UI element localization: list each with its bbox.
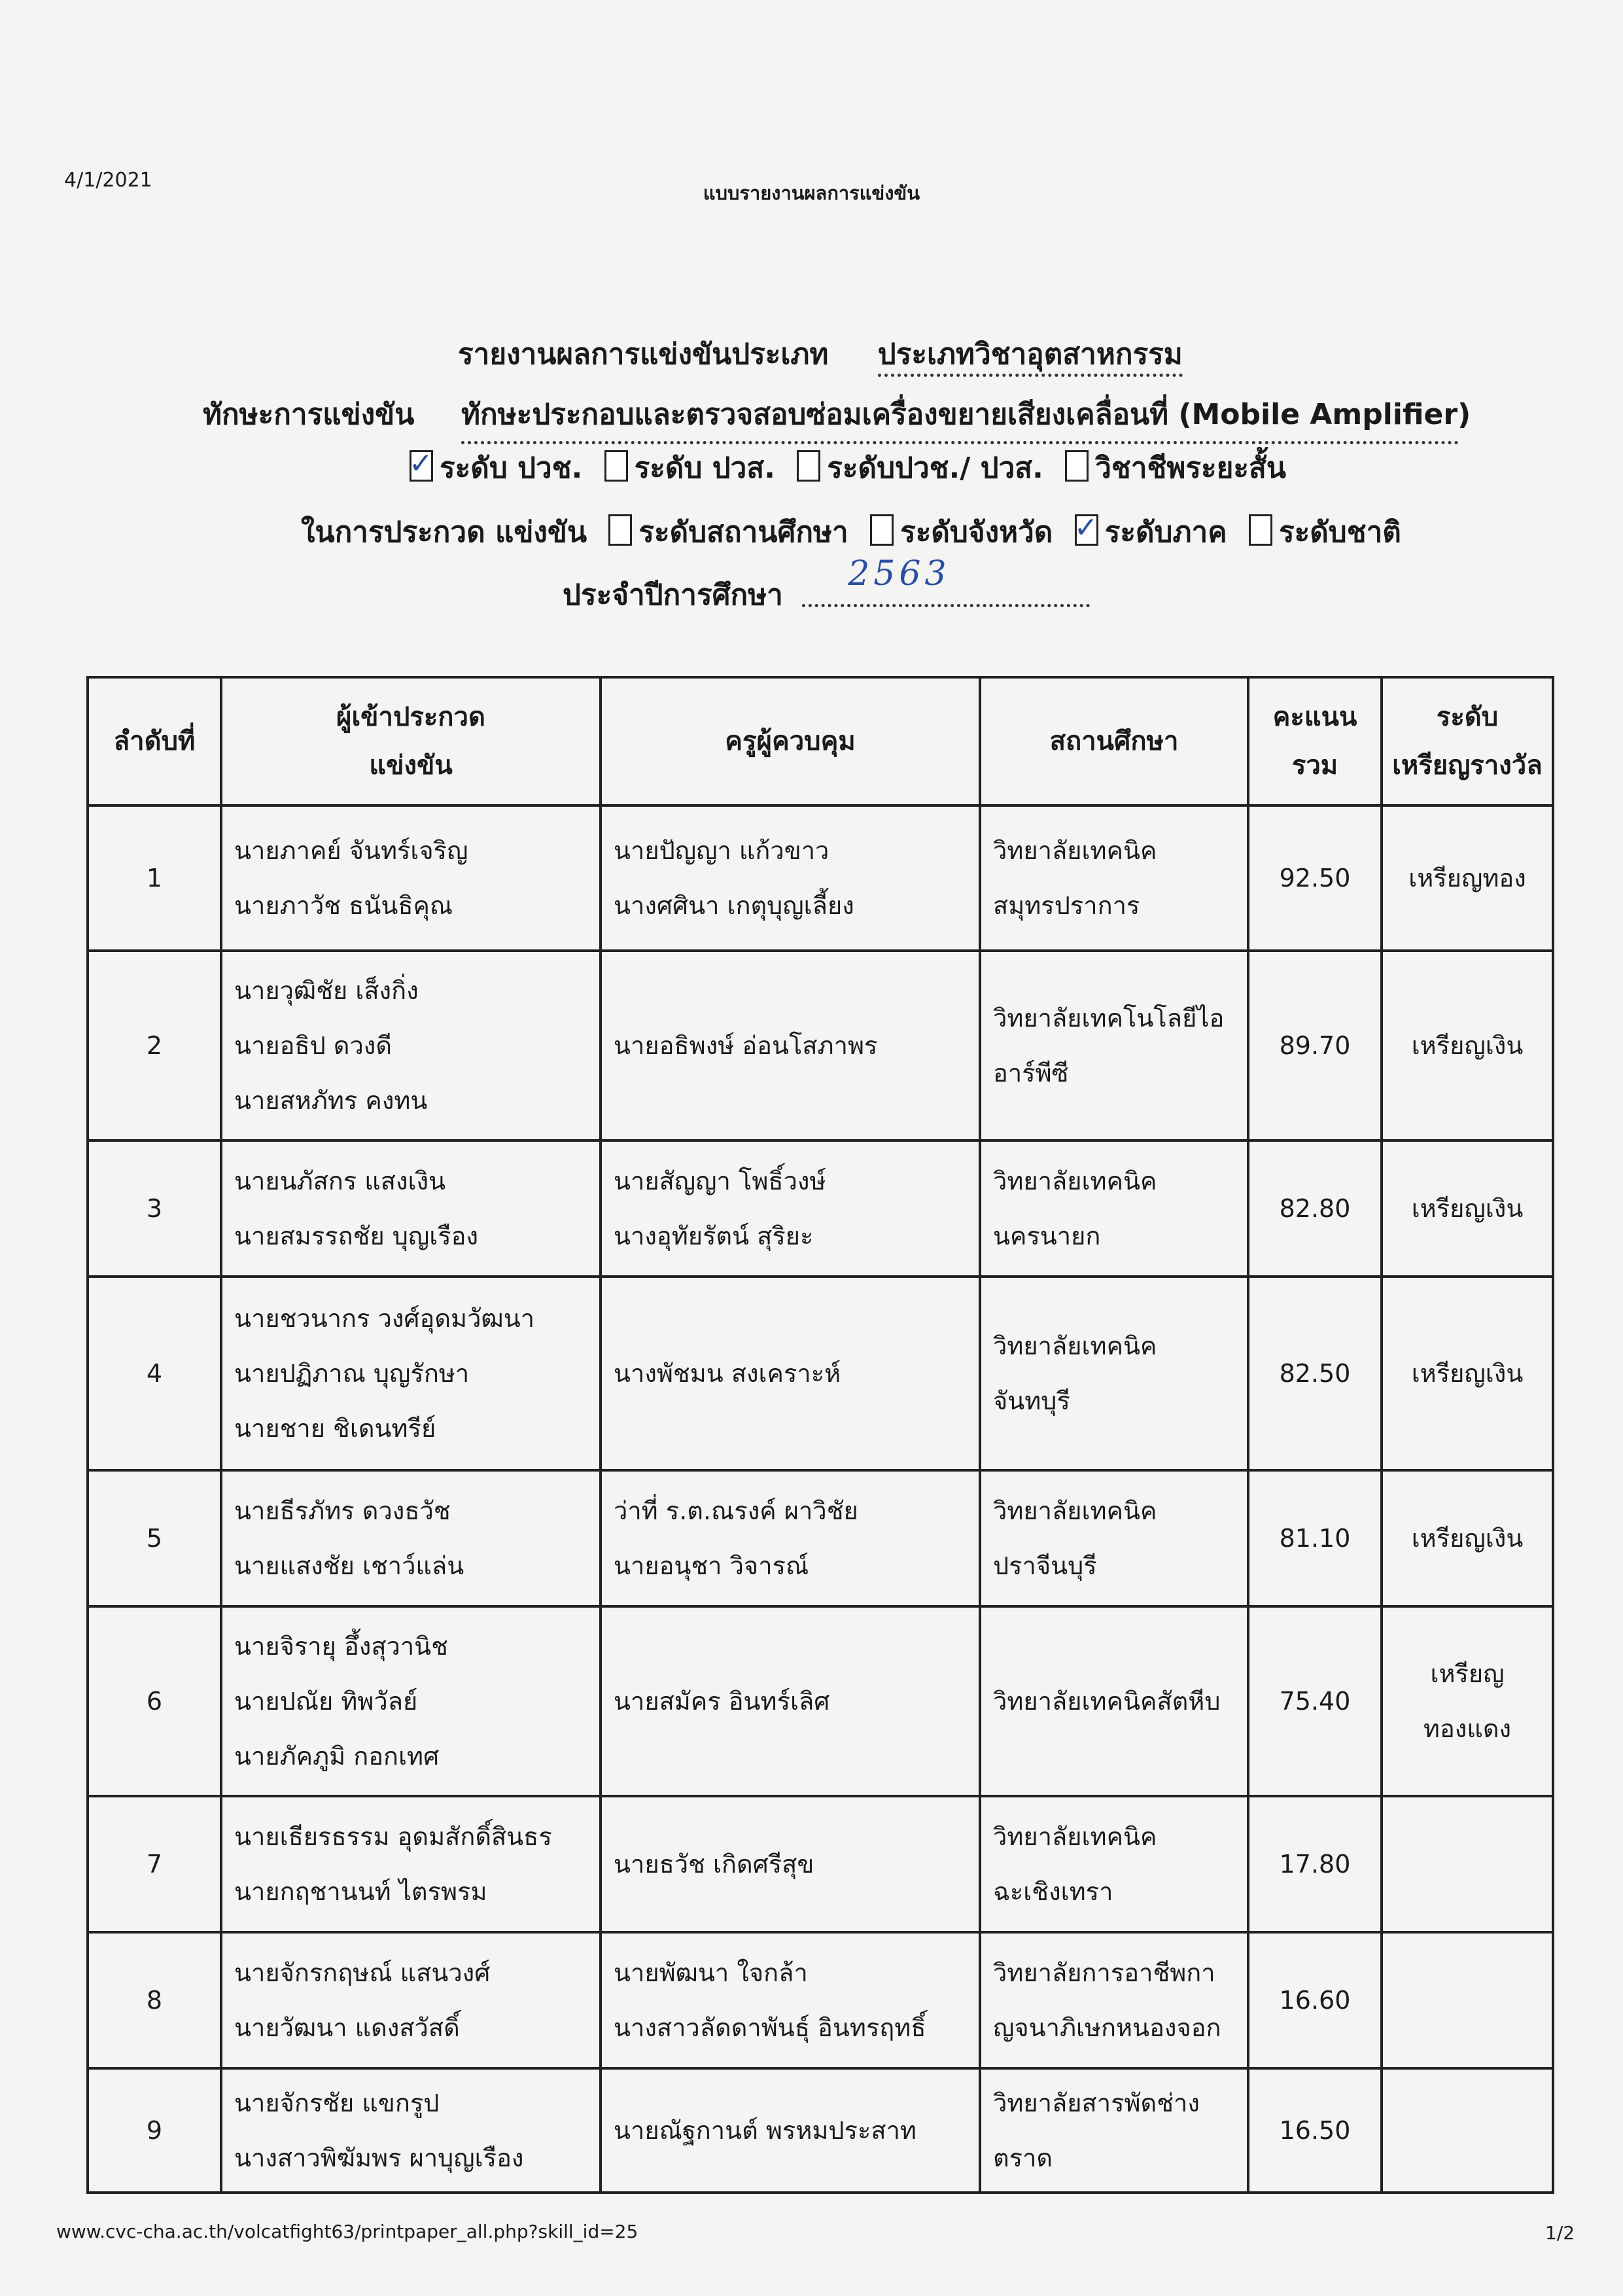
cell-competitors-line: นายชาย ชิเดนทรีย์ [234, 1414, 436, 1443]
cell-competitors [221, 1140, 601, 1277]
cell-no: 3 [88, 1140, 221, 1277]
cell-teachers [601, 1140, 980, 1277]
header-medal-line1: ระดับ [1436, 702, 1499, 732]
competition-region-checkbox[interactable] [1075, 514, 1098, 546]
academic-year-label: ประจำปีการศึกษา [563, 578, 783, 612]
cell-no: 5 [88, 1470, 221, 1606]
competition-level-options [301, 509, 1401, 555]
cell-score: 82.50 [1248, 1277, 1382, 1470]
cell-teachers-line: นายณัฐกานต์ พรหมประสาท [614, 2116, 916, 2145]
cell-competitors-line: นายจักรกฤษณ์ แสนวงศ์ [234, 1958, 491, 1987]
cell-teachers [601, 1932, 980, 2068]
cell-school [980, 805, 1248, 951]
table-row [88, 1932, 1553, 2068]
cell-medal-line: เหรียญเงิน [1411, 1194, 1524, 1223]
cell-school [980, 1932, 1248, 2068]
cell-medal [1382, 2068, 1553, 2193]
cell-competitors-line: นายนภัสกร แสงเงิน [234, 1167, 446, 1195]
cell-medal-line: เหรียญเงิน [1411, 1524, 1524, 1553]
competition-province-checkbox[interactable] [870, 514, 894, 546]
cell-score: 82.80 [1248, 1140, 1382, 1277]
level-pvs-label: ระดับ ปวส. [634, 451, 775, 485]
print-date: 4/1/2021 [64, 169, 152, 192]
cell-competitors-line: นายวุฒิชัย เส็งกิ่ง [234, 976, 419, 1005]
table-row [88, 1140, 1553, 1277]
level-both-checkbox[interactable] [797, 450, 820, 482]
table-header-row [88, 677, 1553, 805]
skill-label: ทักษะการแข่งขัน [203, 398, 415, 431]
cell-school-line: วิทยาลัยเทคนิค [993, 1496, 1157, 1525]
level-both-label: ระดับปวช./ ปวส. [827, 451, 1043, 485]
report-type-line [458, 331, 1183, 377]
cell-competitors-line: นายปณัย ทิพวัลย์ [234, 1687, 418, 1716]
cell-competitors-line: นางสาวพิฆัมพร ผาบุญเรือง [234, 2144, 524, 2172]
cell-teachers-line: นายธวัช เกิดศรีสุข [614, 1850, 814, 1879]
cell-teachers-line: นางอุทัยรัตน์ สุริยะ [614, 1222, 814, 1250]
table-row [88, 1470, 1553, 1606]
report-type-label: รายงานผลการแข่งขันประเภท [458, 338, 829, 371]
cell-medal [1382, 1277, 1553, 1470]
header-score-line2: รวม [1291, 751, 1338, 781]
header-school: สถานศึกษา [980, 677, 1248, 805]
cell-competitors [221, 1277, 601, 1470]
cell-competitors [221, 1606, 601, 1796]
cell-competitors-line: นายภัคภูมิ กอกเทศ [234, 1742, 440, 1771]
table-row [88, 1277, 1553, 1470]
cell-medal [1382, 1606, 1553, 1796]
competition-region-label: ระดับภาค [1104, 516, 1227, 549]
table-row [88, 1796, 1553, 1932]
cell-teachers [601, 1470, 980, 1606]
cell-school-line: สมุทรปราการ [993, 891, 1140, 920]
header-competitors [221, 677, 601, 805]
cell-teachers-line: นายอธิพงษ์ อ่อนโสภาพร [614, 1031, 878, 1060]
cell-no: 6 [88, 1606, 221, 1796]
cell-teachers [601, 1606, 980, 1796]
cell-teachers [601, 1277, 980, 1470]
competition-school-label: ระดับสถานศึกษา [638, 516, 848, 549]
cell-score: 75.40 [1248, 1606, 1382, 1796]
skill-line [203, 391, 1471, 437]
header-teachers: ครูผู้ควบคุม [601, 677, 980, 805]
level-pvc-label: ระดับ ปวช. [440, 451, 583, 485]
cell-teachers-line: นางพัชมน สงเคราะห์ [614, 1359, 841, 1388]
cell-no: 7 [88, 1796, 221, 1932]
cell-competitors-line: นายจิรายุ อึ้งสุวานิช [234, 1632, 448, 1661]
cell-competitors-line: นายจักรชัย แขกรูป [234, 2089, 440, 2117]
cell-teachers-line: นายสมัคร อินทร์เลิศ [614, 1687, 830, 1716]
cell-teachers [601, 805, 980, 951]
cell-competitors-line: นายวัฒนา แดงสวัสดิ์ [234, 2013, 460, 2042]
competition-national-checkbox[interactable] [1249, 514, 1272, 546]
cell-teachers-line: ว่าที่ ร.ต.ณรงค์ ผาวิชัย [614, 1496, 858, 1525]
cell-teachers [601, 1796, 980, 1932]
cell-school-line: ปราจีนบุรี [993, 1551, 1097, 1580]
cell-medal-line: เหรียญเงิน [1411, 1031, 1524, 1060]
academic-year-value: 2563 [848, 554, 951, 593]
cell-competitors [221, 2068, 601, 2193]
cell-medal-line: เหรียญเงิน [1411, 1359, 1524, 1388]
cell-medal [1382, 951, 1553, 1140]
cell-competitors-line: นายสหภัทร คงทน [234, 1086, 428, 1115]
cell-school-line: วิทยาลัยสารพัดช่าง [993, 2089, 1200, 2117]
cell-no: 9 [88, 2068, 221, 2193]
cell-school [980, 1470, 1248, 1606]
cell-score: 16.60 [1248, 1932, 1382, 2068]
competition-province-label: ระดับจังหวัด [900, 516, 1053, 549]
competition-label: ในการประกวด แข่งขัน [301, 516, 587, 549]
cell-teachers [601, 2068, 980, 2193]
cell-medal [1382, 805, 1553, 951]
cell-competitors [221, 805, 601, 951]
cell-no: 8 [88, 1932, 221, 2068]
academic-year-line [563, 554, 1090, 618]
cell-teachers-line: นางสาวลัดดาพันธุ์ อินทรฤทธิ์ [614, 2013, 926, 2042]
header-medal-line2: เหรียญรางวัล [1392, 751, 1543, 781]
skill-value: ทักษะประกอบและตรวจสอบซ่อมเครื่องขยายเสียงเคลื่อนที่ (Mobile Amplifier) [461, 391, 1459, 444]
level-pvs-checkbox[interactable] [604, 450, 628, 482]
cell-score: 17.80 [1248, 1796, 1382, 1932]
level-pvc-checkbox[interactable] [410, 450, 433, 482]
table-row [88, 1606, 1553, 1796]
results-table [86, 676, 1554, 2194]
cell-school-line: วิทยาลัยการอาชีพกา [993, 1958, 1215, 1987]
competition-national-label: ระดับชาติ [1278, 516, 1401, 549]
cell-competitors [221, 1796, 601, 1932]
cell-school [980, 951, 1248, 1140]
cell-score: 16.50 [1248, 2068, 1382, 2193]
cell-school-line: จันทบุรี [993, 1386, 1070, 1415]
cell-medal [1382, 1140, 1553, 1277]
cell-school-line: วิทยาลัยเทคนิค [993, 836, 1157, 865]
cell-school-line: นครนายก [993, 1222, 1101, 1250]
header-medal [1382, 677, 1553, 805]
academic-year-field [802, 554, 1090, 607]
form-title: แบบรายงานผลการแข่งขัน [703, 182, 920, 204]
cell-competitors-line: นายภาคย์ จันทร์เจริญ [234, 836, 468, 865]
level-short-course-checkbox[interactable] [1065, 450, 1089, 482]
cell-competitors-line: นายภาวัช ธนันธิคุณ [234, 891, 453, 920]
cell-school-line: วิทยาลัยเทคโนโลยีไอ [993, 1004, 1225, 1033]
cell-school-line: วิทยาลัยเทคนิคสัตหีบ [993, 1687, 1221, 1716]
cell-school-line: ญจนาภิเษกหนองจอก [993, 2013, 1221, 2042]
cell-score: 92.50 [1248, 805, 1382, 951]
report-type-value: ประเภทวิชาอุตสาหกรรม [878, 338, 1183, 377]
cell-competitors [221, 1932, 601, 2068]
cell-score: 89.70 [1248, 951, 1382, 1140]
header-score-line1: คะแนน [1272, 702, 1357, 732]
cell-medal [1382, 1796, 1553, 1932]
cell-teachers-line: นายปัญญา แก้วขาว [614, 836, 829, 865]
cell-no: 2 [88, 951, 221, 1140]
cell-competitors [221, 951, 601, 1140]
cell-school-line: วิทยาลัยเทคนิค [993, 1822, 1157, 1851]
cell-competitors-line: นายเธียรธรรม อุดมสักดิ์สินธร [234, 1822, 552, 1851]
cell-competitors-line: นายสมรรถชัย บุญเรือง [234, 1222, 479, 1250]
cell-competitors-line: นายปฏิภาณ บุญรักษา [234, 1359, 470, 1388]
cell-medal [1382, 1470, 1553, 1606]
cell-school-line: ฉะเชิงเทรา [993, 1877, 1113, 1906]
cell-school-line: วิทยาลัยเทคนิค [993, 1332, 1157, 1360]
header-competitors-line2: แข่งขัน [369, 751, 453, 781]
cell-teachers [601, 951, 980, 1140]
cell-school-line: ตราด [993, 2144, 1053, 2172]
table-row [88, 2068, 1553, 2193]
header-score [1248, 677, 1382, 805]
cell-school [980, 1277, 1248, 1470]
cell-competitors-line: นายอธิป ดวงดี [234, 1031, 393, 1060]
cell-competitors-line: นายชวนากร วงศ์อุดมวัฒนา [234, 1304, 535, 1333]
cell-school [980, 2068, 1248, 2193]
level-short-course-label: วิชาชีพระยะสั้น [1095, 451, 1286, 485]
cell-competitors-line: นายกฤชานนท์ ไตรพรม [234, 1877, 487, 1906]
table-row [88, 951, 1553, 1140]
cell-teachers-line: นายสัญญา โพธิ์วงษ์ [614, 1167, 826, 1195]
cell-school-line: วิทยาลัยเทคนิค [993, 1167, 1157, 1195]
cell-school [980, 1796, 1248, 1932]
table-row [88, 805, 1553, 951]
cell-school-line: อาร์พีซี [993, 1059, 1069, 1087]
cell-medal [1382, 1932, 1553, 2068]
cell-school [980, 1140, 1248, 1277]
cell-medal-line: เหรียญ [1430, 1659, 1505, 1688]
cell-teachers-line: นางศศินา เกตุบุญเลี้ยง [614, 891, 854, 920]
cell-medal-line: เหรียญทอง [1408, 864, 1526, 892]
cell-medal-line: ทองแดง [1423, 1714, 1512, 1743]
cell-teachers-line: นายพัฒนา ใจกล้า [614, 1958, 808, 1987]
cell-score: 81.10 [1248, 1470, 1382, 1606]
cell-teachers-line: นายอนุชา วิจารณ์ [614, 1551, 809, 1580]
competition-school-checkbox[interactable] [608, 514, 632, 546]
cell-no: 1 [88, 805, 221, 951]
level-options [398, 445, 1286, 491]
footer-page-number: 1/2 [1545, 2222, 1575, 2244]
cell-competitors-line: นายแสงชัย เชาว์แล่น [234, 1551, 464, 1580]
table-body [88, 805, 1553, 2193]
header-no: ลำดับที่ [88, 677, 221, 805]
header-competitors-line1: ผู้เข้าประกวด [336, 702, 485, 732]
cell-school [980, 1606, 1248, 1796]
cell-competitors-line: นายธีรภัทร ดวงธวัช [234, 1496, 451, 1525]
footer-url: www.cvc-cha.ac.th/volcatfight63/printpaper_all.php?skill_id=25 [56, 2221, 638, 2242]
cell-no: 4 [88, 1277, 221, 1470]
cell-competitors [221, 1470, 601, 1606]
